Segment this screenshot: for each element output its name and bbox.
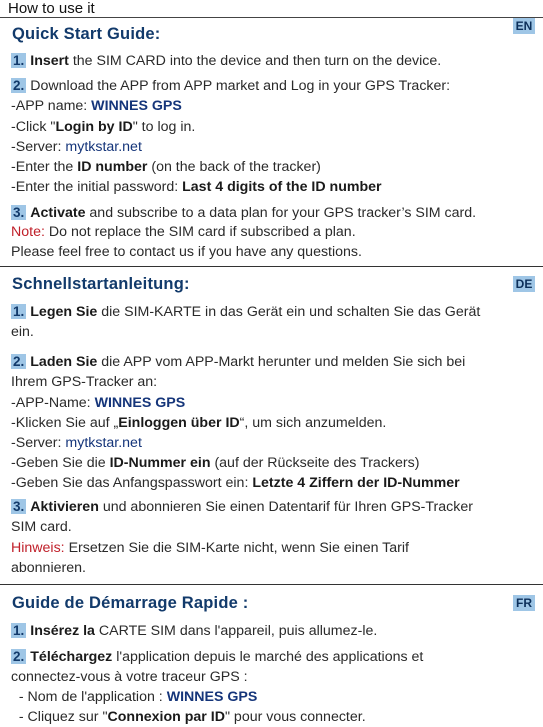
de-step-3: 3. Aktivieren und abonnieren Sie einen Datentarif für Ihren GPS-Tracker	[13, 499, 473, 515]
section-divider	[0, 266, 543, 267]
en-server: -Server: mytkstar.net	[11, 139, 142, 155]
de-step-2: 2. Laden Sie die APP vom APP-Markt herunter und melden Sie sich bei	[13, 354, 466, 370]
de-password: -Geben Sie das Anfangspasswort ein: Letzte 4 Ziffern der ID-Nummer	[11, 475, 460, 491]
step-number-badge: 1.	[13, 304, 25, 319]
de-step-1-cont: ein.	[11, 324, 34, 340]
de-note-cont: abonnieren.	[11, 560, 86, 576]
heading-divider	[0, 17, 543, 18]
en-login-instruction: -Click "Login by ID" to log in.	[11, 119, 196, 135]
de-id-number: -Geben Sie die ID-Nummer ein (auf der Rückseite des Trackers)	[11, 455, 420, 471]
de-step-2-cont: Ihrem GPS-Tracker an:	[11, 374, 158, 390]
fr-login-instruction: - Cliquez sur "Connexion par ID" pour vous connecter.	[11, 709, 366, 725]
page-heading: How to use it	[8, 0, 95, 17]
en-step-3: 3. Activate and subscribe to a data plan for your GPS tracker’s SIM card.	[13, 205, 477, 221]
section-divider	[0, 584, 543, 585]
en-language-badge: EN	[513, 18, 535, 34]
fr-step-2-cont: connectez-vous à votre traceur GPS :	[11, 669, 248, 685]
en-contact: Please feel free to contact us if you have any questions.	[11, 244, 362, 260]
step-number-badge: 1.	[13, 623, 25, 638]
de-step-3-cont: SIM card.	[11, 519, 72, 535]
de-step-1: 1. Legen Sie die SIM-KARTE in das Gerät ein und schalten Sie das Gerät	[13, 304, 481, 320]
de-note: Hinweis: Ersetzen Sie die SIM-Karte nicht, wenn Sie einen Tarif	[11, 540, 409, 556]
en-step-1: 1. Insert the SIM CARD into the device and then turn on the device.	[13, 53, 442, 69]
step-number-badge: 2.	[13, 649, 25, 664]
en-app-name: -APP name: WINNES GPS	[11, 98, 182, 114]
en-id-number: -Enter the ID number (on the back of the tracker)	[11, 159, 321, 175]
en-password: -Enter the initial password: Last 4 digits of the ID number	[11, 179, 382, 195]
step-number-badge: 2.	[13, 78, 25, 93]
fr-language-badge: FR	[513, 595, 535, 611]
en-note: Note: Do not replace the SIM card if subscribed a plan.	[11, 224, 356, 240]
de-server: -Server: mytkstar.net	[11, 435, 142, 451]
de-app-name: -APP-Name: WINNES GPS	[11, 395, 186, 411]
de-section-title: Schnellstartanleitung:	[12, 275, 190, 293]
step-number-badge: 3.	[13, 499, 25, 514]
de-login-instruction: -Klicken Sie auf „Einloggen über ID“, um sich anzumelden.	[11, 415, 387, 431]
fr-section-title: Guide de Démarrage Rapide :	[12, 594, 249, 612]
fr-step-1: 1. Insérez la CARTE SIM dans l'appareil, puis allumez-le.	[13, 623, 378, 639]
step-number-badge: 1.	[13, 53, 25, 68]
fr-app-name: - Nom de l'application : WINNES GPS	[11, 689, 258, 705]
en-section-title: Quick Start Guide:	[12, 25, 161, 43]
step-number-badge: 2.	[13, 354, 25, 369]
en-step-2: 2. Download the APP from APP market and Log in your GPS Tracker:	[13, 78, 451, 94]
fr-step-2: 2. Téléchargez l'application depuis le marché des applications et	[13, 649, 424, 665]
step-number-badge: 3.	[13, 205, 25, 220]
de-language-badge: DE	[513, 276, 535, 292]
